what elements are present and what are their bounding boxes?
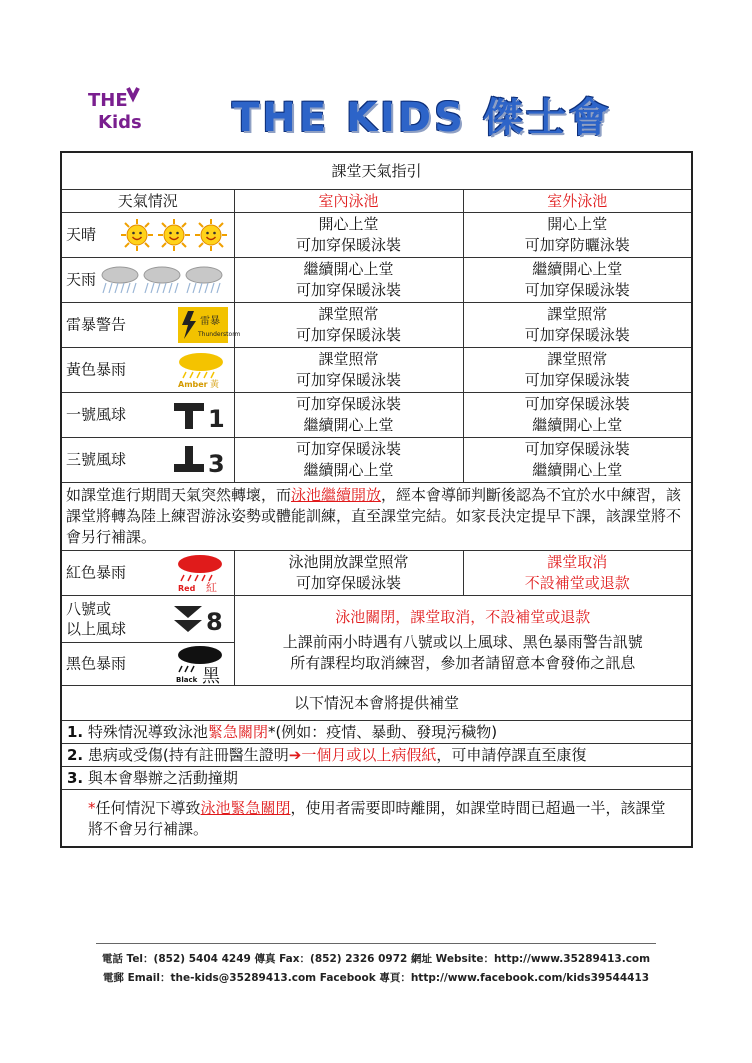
item-text: *(例如：疫情、暴動、發現污穢物) [267, 722, 498, 741]
condition-label: 一號風球 [66, 405, 127, 424]
black-rainstorm-icon [172, 644, 228, 687]
indoor-line1: 開心上堂 [318, 215, 379, 233]
table-row [61, 348, 692, 393]
icon-text: Black [175, 676, 197, 684]
condition-label: 天晴 [66, 225, 97, 244]
icon-text: 1 [207, 405, 225, 433]
item-highlight: 緊急關閉 [207, 722, 268, 741]
logo-line1: THE [88, 90, 128, 111]
icon-text: Red [177, 584, 195, 593]
outdoor-line2: 可加穿防曬泳裝 [524, 236, 630, 254]
logo [86, 84, 152, 134]
header-weather: 天氣情況 [61, 190, 234, 213]
emergency-closure-note [61, 790, 692, 848]
condition-label: 黑色暴雨 [66, 654, 127, 673]
outdoor-line2: 繼續開心上堂 [532, 416, 623, 434]
footer-contact-line2: 電郵 Email：the-kids@35289413.com Facebook 專頁：http://www.facebook.com/kids39544413 [102, 972, 650, 984]
brand-title: THE KIDS 傑士會 [232, 95, 612, 141]
footer-contact-line1: 電話 Tel：(852) 5404 4249 傳真 Fax：(852) 2326 0972 網址 Website：http://www.35289413.com [101, 953, 651, 965]
note-text: ，使用者需要即時離開，如課堂時間已超過一半，該課堂將不會另行補課。 [88, 799, 666, 838]
icon-text: 3 [207, 450, 225, 478]
indoor-line1: 繼續開心上堂 [303, 260, 394, 278]
icon-text: Amber [177, 380, 208, 389]
typhoon-signal-3-icon [172, 444, 228, 476]
red-rainstorm-icon [172, 553, 228, 593]
outdoor-line1: 可加穿保暖泳裝 [524, 440, 630, 458]
note-highlight: 泳池緊急關閉 [200, 799, 291, 817]
item-text: 患病或受傷(持有註冊醫生證明 [87, 745, 289, 764]
item-number: 3. [67, 768, 84, 787]
note-text: ，經本會導師判斷後認為不宜於水中練習，該課堂將轉為陸上練習游泳姿勢或體能訓練，直至課堂完結。如家長決定提早下課，該課堂將不會另行補課。 [66, 486, 682, 546]
list-item [61, 721, 692, 744]
table-row [61, 213, 692, 258]
header-indoor: 室內泳池 [234, 190, 463, 213]
indoor-line1: 可加穿保暖泳裝 [295, 440, 401, 458]
note-text: 任何情況下導致 [95, 799, 201, 817]
closed-line1: 上課前兩小時遇有八號或以上風球、黑色暴雨警告訊號 [282, 633, 643, 651]
footer-divider [96, 943, 656, 944]
indoor-line2: 可加穿保暖泳裝 [295, 371, 401, 389]
condition-label: 以上風球 [66, 620, 127, 638]
outdoor-line1: 課堂取消 [547, 553, 608, 571]
outdoor-line1: 開心上堂 [547, 215, 608, 233]
table-row [61, 596, 692, 643]
indoor-line2: 繼續開心上堂 [303, 461, 394, 479]
closed-line2: 所有課程均取消練習，參加者請留意本會發佈之訊息 [290, 654, 636, 672]
condition-label: 紅色暴雨 [66, 563, 127, 582]
sun-icon [120, 218, 228, 252]
indoor-line1: 課堂照常 [318, 305, 379, 323]
table-title: 課堂天氣指引 [61, 152, 692, 190]
condition-label: 八號或 [66, 600, 112, 618]
icon-text: Thunderstorm [197, 331, 240, 338]
thunderstorm-warning-icon [178, 307, 240, 343]
indoor-line1: 泳池開放課堂照常 [288, 553, 409, 571]
indoor-line1: 可加穿保暖泳裝 [295, 395, 401, 413]
table-row [61, 551, 692, 596]
logo-line2: Kids [98, 112, 142, 133]
icon-text: 雷暴 [199, 316, 220, 327]
typhoon-signal-8-icon [172, 602, 228, 636]
item-highlight: 一個月或以上病假紙 [301, 745, 437, 764]
makeup-title: 以下情況本會將提供補堂 [61, 686, 692, 721]
amber-rainstorm-icon [174, 351, 228, 389]
indoor-line2: 繼續開心上堂 [303, 416, 394, 434]
item-text: 特殊情況導致泳池 [87, 722, 208, 741]
logo-v-mark [128, 88, 138, 98]
condition-label: 天雨 [66, 270, 97, 289]
note-highlight: 泳池繼續開放 [291, 486, 382, 504]
item-number: 1. [67, 722, 84, 741]
table-row [61, 393, 692, 438]
indoor-line2: 可加穿保暖泳裝 [295, 236, 401, 254]
condition-label: 雷暴警告 [66, 315, 127, 334]
indoor-line2: 可加穿保暖泳裝 [295, 281, 401, 299]
outdoor-line2: 繼續開心上堂 [532, 461, 623, 479]
outdoor-line1: 課堂照常 [547, 305, 608, 323]
item-text: 與本會舉辦之活動撞期 [87, 768, 238, 787]
item-text: ，可申請停課直至康復 [436, 745, 587, 764]
rain-cloud-icon [100, 263, 228, 297]
condition-label: 三號風球 [66, 450, 127, 469]
table-row [61, 438, 692, 483]
outdoor-line2: 可加穿保暖泳裝 [524, 371, 630, 389]
icon-text: 紅 [205, 581, 217, 594]
outdoor-line1: 課堂照常 [547, 350, 608, 368]
outdoor-line1: 繼續開心上堂 [532, 260, 623, 278]
indoor-line2: 可加穿保暖泳裝 [295, 326, 401, 344]
arrow-icon: ➔ [288, 745, 302, 764]
list-item [61, 767, 692, 790]
condition-label: 黃色暴雨 [66, 360, 127, 379]
weather-guide-table [60, 151, 693, 848]
table-row [61, 303, 692, 348]
icon-text: 黃 [209, 380, 219, 390]
outdoor-line2: 可加穿保暖泳裝 [524, 281, 630, 299]
indoor-line2: 可加穿保暖泳裝 [295, 574, 401, 592]
note-star: * [88, 799, 96, 817]
table-row [61, 258, 692, 303]
indoor-line1: 課堂照常 [318, 350, 379, 368]
header-outdoor: 室外泳池 [463, 190, 692, 213]
note-text: 如課堂進行期間天氣突然轉壞，而 [66, 486, 292, 504]
item-number: 2. [67, 745, 84, 764]
list-item [61, 744, 692, 767]
weather-change-note [61, 483, 692, 551]
outdoor-line1: 可加穿保暖泳裝 [524, 395, 630, 413]
typhoon-signal-1-icon [172, 399, 228, 431]
outdoor-line2: 不設補堂或退款 [524, 574, 630, 592]
outdoor-line2: 可加穿保暖泳裝 [524, 326, 630, 344]
closed-notice: 泳池關閉，課堂取消，不設補堂或退款 [335, 608, 591, 626]
icon-text: 黑 [201, 666, 220, 687]
icon-text: 8 [205, 608, 223, 636]
